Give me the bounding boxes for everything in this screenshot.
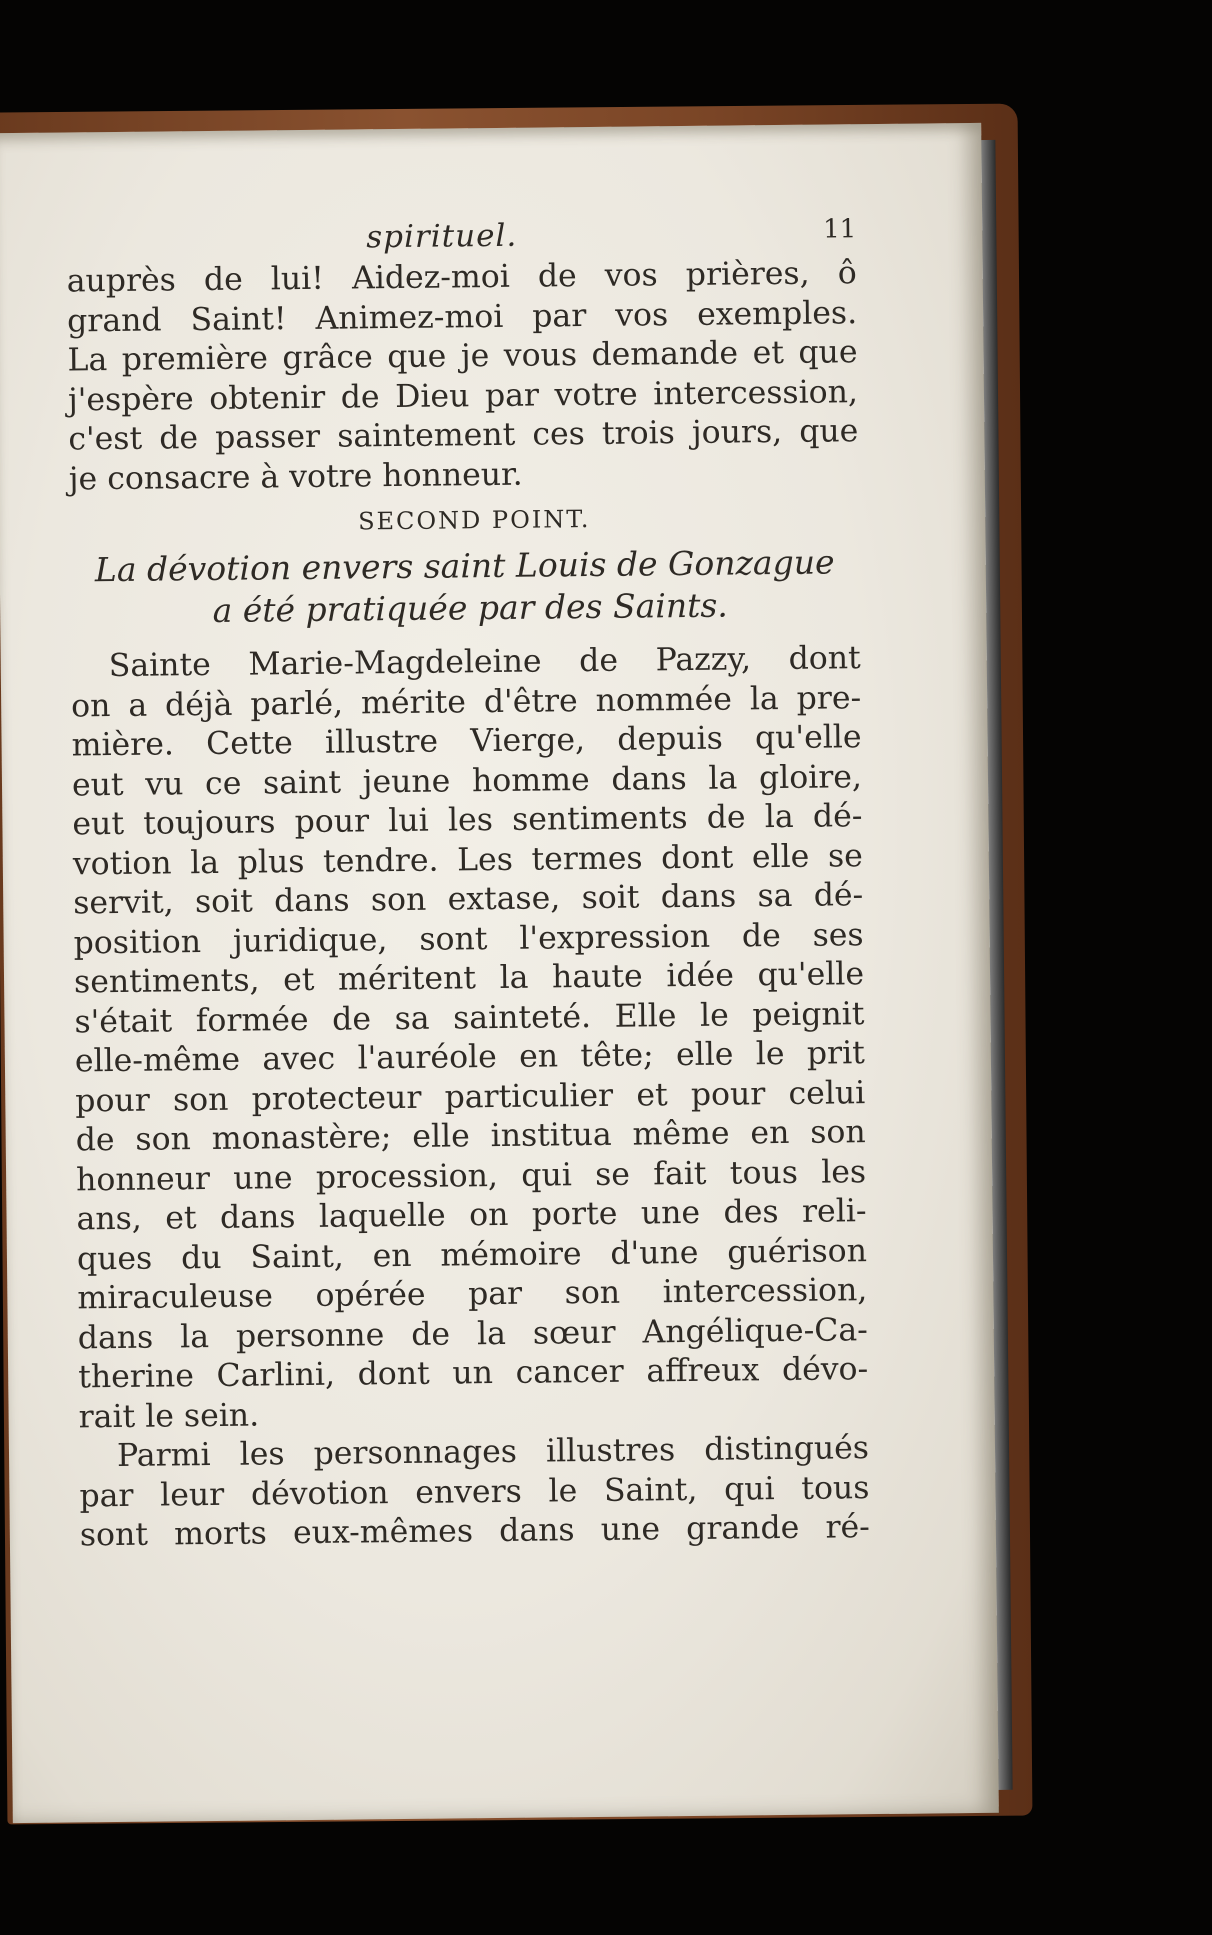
section-subtitle [70, 541, 861, 633]
text-line: dans la personne de la sœur Angélique-Ca- [77, 1311, 868, 1356]
text-line: ans, et dans laquelle on porte une des reli- [76, 1193, 867, 1238]
text-line: de son monastère; elle institua même en son [75, 1114, 866, 1159]
text-line: therine Carlini, dont un cancer affreux dévo- [78, 1351, 869, 1396]
text-line: Sainte Marie-Magdeleine de Pazzy, dont [108, 640, 861, 685]
section-heading: SECOND POINT. [357, 504, 591, 536]
paragraph-2 [79, 1429, 870, 1556]
text-line: position juridique, sont l'expression de ses [73, 916, 864, 961]
text-line: rait le sein. [78, 1397, 260, 1435]
text-line: c'est de passer saintement ces trois jours, que [68, 413, 859, 458]
text-line: honneur une procession, qui se fait tous les [75, 1153, 867, 1198]
text-line: mière. Cette illustre Vierge, depuis qu'elle [71, 719, 862, 764]
text-line: s'était formée de sa sainteté. Elle le peignit [74, 995, 865, 1040]
text-line: miraculeuse opérée par son intercession, [77, 1272, 868, 1317]
text-line: auprès de lui! Aidez-moi de vos prières, ô [66, 255, 857, 300]
text-block [66, 214, 870, 1556]
paragraph-continued [67, 254, 859, 499]
running-head [66, 214, 856, 262]
text-line: je consacre à votre honneur. [68, 456, 523, 497]
text-line: par leur dévotion envers le Saint, qui tous [79, 1469, 870, 1514]
paragraph-1 [71, 639, 869, 1437]
text-line: grand Saint! Animez-moi par vos exemples. [66, 294, 858, 339]
text-line: Parmi les personnages illustres distingués [116, 1430, 870, 1475]
text-line: La première grâce que je vous demande et que [67, 334, 858, 379]
text-line: votion la plus tendre. Les termes dont elle se [72, 837, 863, 882]
text-line: ques du Saint, en mémoire d'une guérison [76, 1232, 868, 1277]
text-line: eut toujours pour lui les sentiments de la dé- [72, 798, 863, 843]
text-line: sentiments, et méritent la haute idée qu'elle [73, 956, 865, 1001]
book-page [0, 123, 999, 1823]
text-line: sont morts eux-mêmes dans une grande ré- [79, 1509, 871, 1554]
text-line: elle-même avec l'auréole en tête; elle le prit [74, 1035, 866, 1080]
subtitle-line: La dévotion envers saint Louis de Gonzague [94, 542, 835, 590]
text-line: pour son protecteur particulier et pour celui [75, 1074, 866, 1119]
page-number: 11 [822, 214, 857, 245]
text-line: j'espère obtenir de Dieu par votre intercession, [67, 373, 859, 418]
text-line: on a déjà parlé, mérite d'être nommée la pre- [70, 679, 862, 724]
subtitle-line: a été pratiquée par des Saints. [212, 585, 728, 630]
running-head-title: spirituel. [366, 217, 518, 256]
text-line: servit, soit dans son extase, soit dans sa dé- [73, 877, 864, 922]
text-line: eut vu ce saint jeune homme dans la gloire, [71, 758, 863, 803]
